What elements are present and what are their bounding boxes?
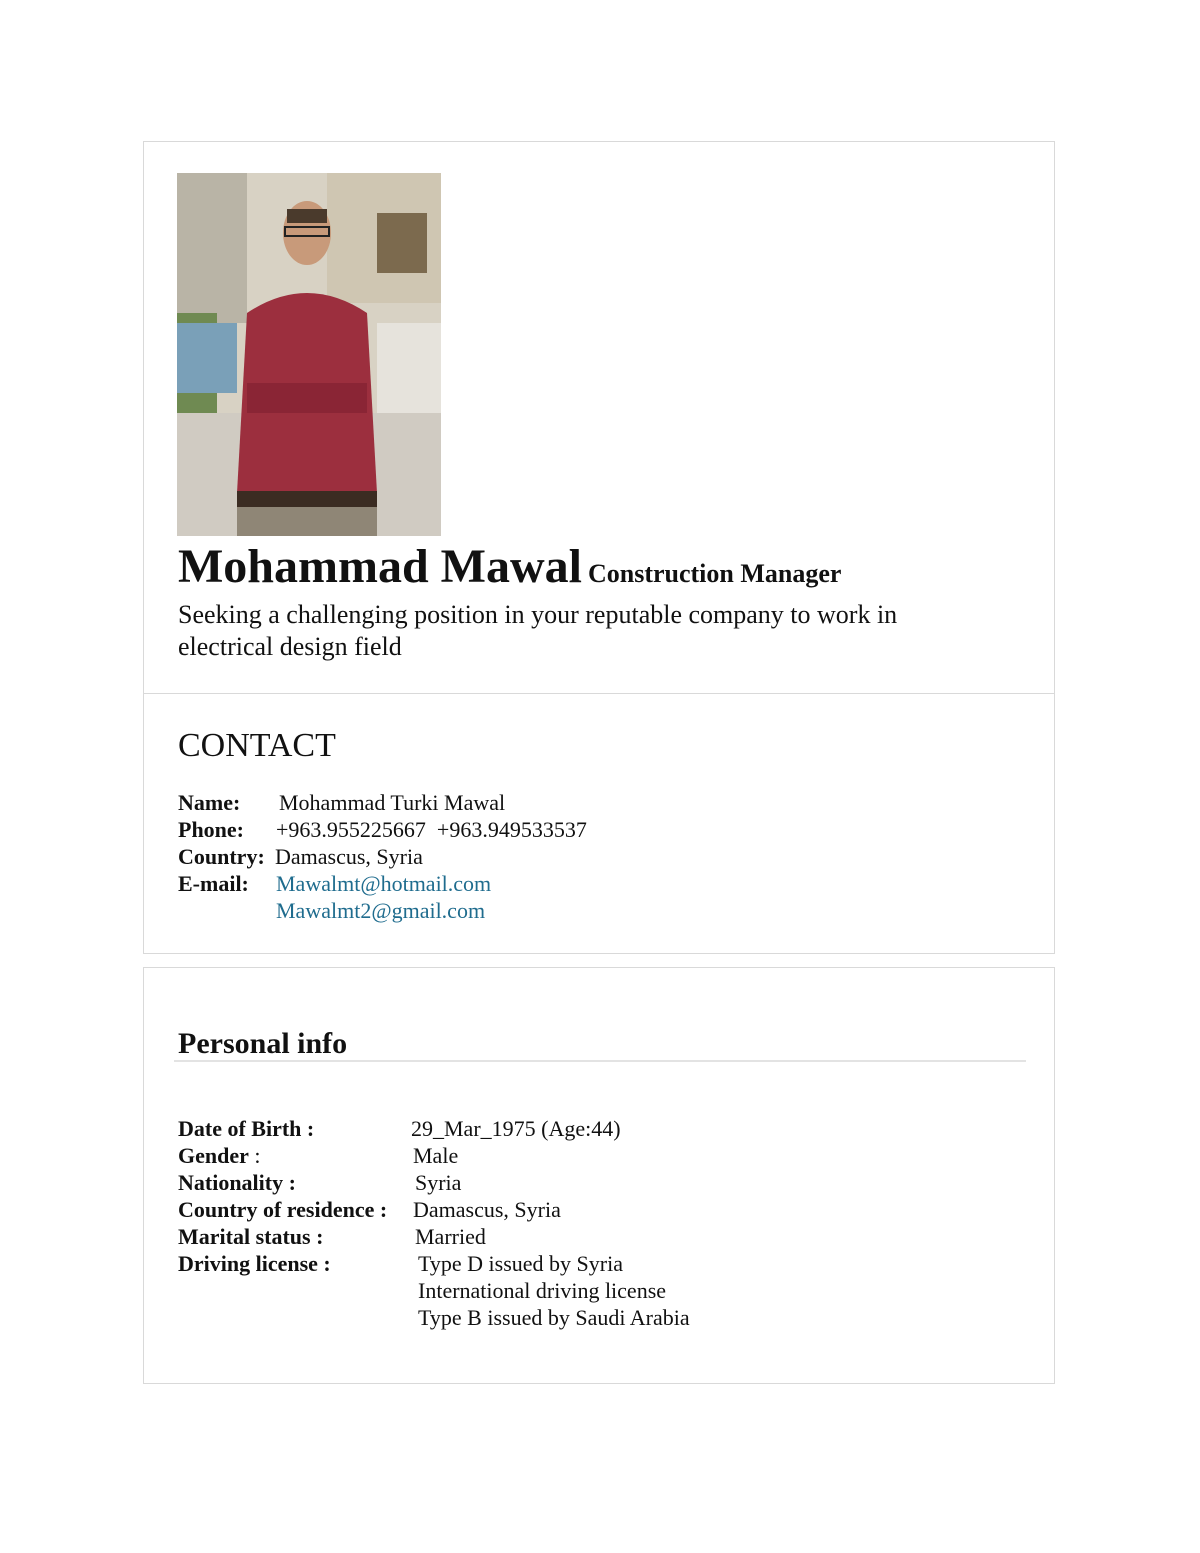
- contact-phone-row: [178, 816, 587, 843]
- phone-value: +963.955225667 +963.949533537: [276, 817, 587, 842]
- contact-list: [178, 789, 587, 924]
- personal-info-card: [143, 967, 1055, 1384]
- gender-label: Gender: [178, 1143, 249, 1168]
- gender-colon: :: [248, 1143, 261, 1168]
- dob-value: 29_Mar_1975 (Age:44): [411, 1116, 621, 1141]
- contact-country-row: [178, 843, 587, 870]
- email-link-1[interactable]: Mawalmt@hotmail.com: [276, 871, 492, 896]
- marital-label: Marital status :: [178, 1224, 324, 1249]
- gender-value: Male: [413, 1143, 459, 1168]
- license-value-3: Type B issued by Saudi Arabia: [418, 1305, 690, 1330]
- nationality-row: [178, 1169, 690, 1196]
- heading-underline: [174, 1060, 1026, 1062]
- license-row: [178, 1250, 690, 1277]
- contact-heading: CONTACT: [178, 727, 336, 764]
- job-title: Construction Manager: [587, 559, 842, 588]
- marital-row: [178, 1223, 690, 1250]
- email-label: E-mail:: [178, 871, 249, 896]
- objective-summary: Seeking a challenging position in your reputable company to work in electrical design field: [178, 600, 898, 661]
- license-value-2: International driving license: [418, 1278, 667, 1303]
- candidate-name: [178, 540, 841, 601]
- candidate-name-text: Mohammad Mawal: [178, 540, 582, 593]
- profile-photo: [177, 173, 441, 536]
- contact-email-row: [178, 870, 587, 897]
- country-label: Country:: [178, 844, 265, 869]
- name-value: Mohammad Turki Mawal: [279, 790, 506, 815]
- country-value: Damascus, Syria: [275, 844, 423, 869]
- nationality-value: Syria: [415, 1170, 462, 1195]
- license-label: Driving license :: [178, 1251, 331, 1276]
- license-row-3: [178, 1304, 690, 1331]
- residence-label: Country of residence :: [178, 1197, 388, 1222]
- contact-email-row-2: [178, 897, 587, 924]
- section-divider: [144, 693, 1054, 694]
- nationality-label: Nationality :: [178, 1170, 296, 1195]
- license-value-1: Type D issued by Syria: [418, 1251, 623, 1276]
- dob-label: Date of Birth :: [178, 1116, 315, 1141]
- license-row-2: [178, 1277, 690, 1304]
- dob-row: [178, 1115, 690, 1142]
- top-card: [143, 141, 1055, 954]
- gender-label-wrap: [178, 1142, 411, 1169]
- phone-label: Phone:: [178, 817, 244, 842]
- gender-row: [178, 1142, 690, 1169]
- marital-value: Married: [415, 1224, 486, 1249]
- email-link-2[interactable]: Mawalmt2@gmail.com: [276, 898, 486, 923]
- residence-row: [178, 1196, 690, 1223]
- name-label: Name:: [178, 790, 241, 815]
- residence-value: Damascus, Syria: [413, 1197, 561, 1222]
- personal-info-list: [178, 1115, 690, 1331]
- personal-info-heading: Personal info: [178, 1027, 348, 1060]
- contact-name-row: [178, 789, 587, 816]
